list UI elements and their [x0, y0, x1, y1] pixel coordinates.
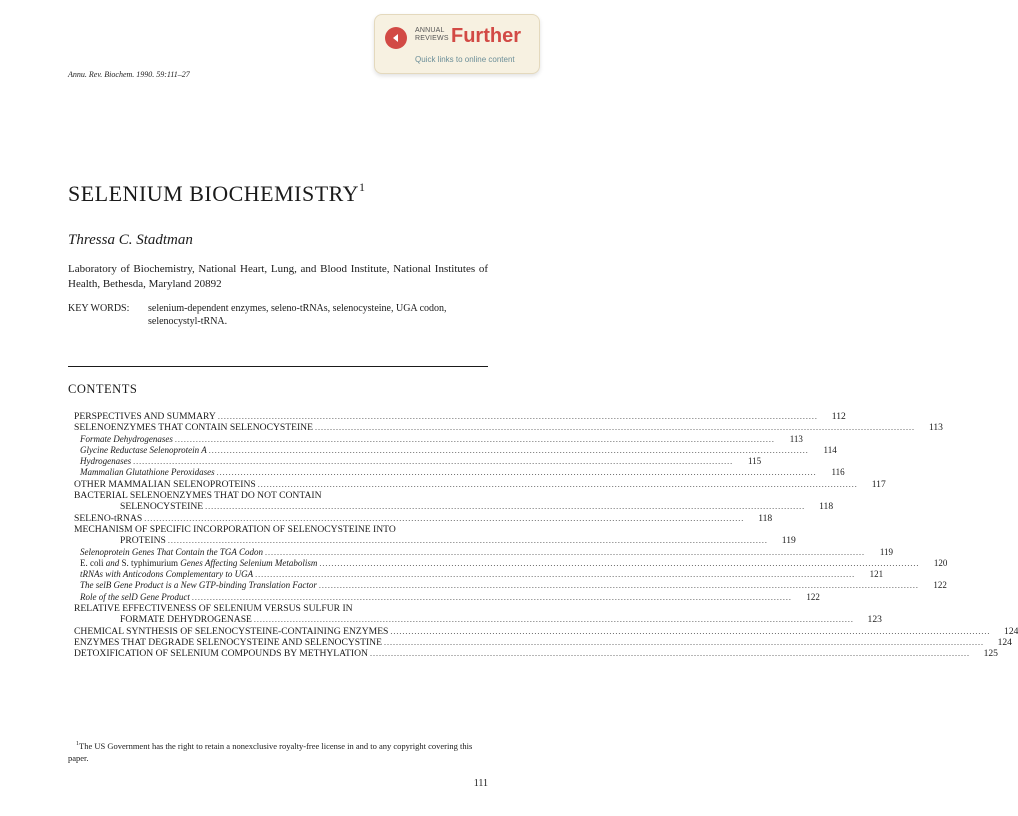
- toc-leader-dots: ........................................................................................................................................................................................................: [174, 434, 775, 444]
- toc-leader-dots: ........................................................................................................................................................................................................: [319, 558, 920, 568]
- toc-entry-conjunction: and: [103, 557, 122, 568]
- toc-leader-dots: ........................................................................................................................................................................................................: [255, 570, 856, 580]
- toc-entry-organism: S. typhimurium: [121, 557, 179, 568]
- toc-leader-dots: ........................................................................................................................................................................................................: [133, 457, 734, 467]
- toc-leader-dots: ........................................................................................................................................................................................................: [144, 513, 745, 523]
- toc-page-number: 113: [928, 422, 943, 434]
- toc-entry-label: PROTEINS: [120, 535, 166, 547]
- footnote-text: The US Government has the right to retain a nonexclusive royalty-free license in and to any copyright covering this paper.: [68, 740, 473, 763]
- toc-leader-dots: ........................................................................................................................................................................................................: [191, 592, 792, 602]
- toc-entry-label: Glycine Reductase Selenoprotein A: [80, 444, 207, 455]
- toc-entry-title: Genes Affecting Selenium Metabolism: [180, 557, 318, 568]
- title-footnote-mark[interactable]: 1: [359, 180, 366, 194]
- toc-page-number: 121: [869, 569, 884, 580]
- toc-page-number: 118: [819, 501, 834, 513]
- toc-entry-label: CHEMICAL SYNTHESIS OF SELENOCYSTEINE-CONTAINING ENZYMES: [74, 625, 389, 637]
- toc-page-number: 112: [831, 411, 846, 422]
- toc-leader-dots: ........................................................................................................................................................................................................: [390, 626, 991, 636]
- toc-entry-label: Formate Dehydrogenases: [80, 433, 173, 444]
- table-of-contents: [74, 411, 1018, 660]
- toc-entry-label: Hydrogenases: [80, 456, 132, 467]
- toc-page-number: 119: [879, 546, 893, 557]
- journal-citation: Annu. Rev. Biochem. 1990. 59:111–27: [68, 70, 190, 79]
- toc-entry[interactable]: [74, 422, 943, 434]
- toc-entry-label: The selB Gene Product is a New GTP-binding Translation Factor: [80, 580, 317, 591]
- author-name: Thressa C. Stadtman: [68, 232, 193, 248]
- toc-entry[interactable]: [74, 546, 893, 558]
- toc-entry-label: tRNAs with Anticodons Complementary to UGA: [80, 569, 254, 580]
- toc-entry-label: DETOXIFICATION OF SELENIUM COMPOUNDS BY METHYLATION: [74, 648, 368, 660]
- toc-entry-label: Mammalian Glutathione Peroxidases: [80, 467, 215, 478]
- section-divider: [68, 366, 488, 367]
- toc-leader-dots: ........................................................................................................................................................................................................: [253, 615, 854, 625]
- toc-entry[interactable]: [74, 648, 998, 660]
- toc-entry-label: SELENOCYSTEINE: [120, 501, 204, 513]
- toc-page-number: 116: [831, 467, 845, 478]
- toc-page-number: 115: [748, 456, 762, 467]
- toc-page-number: 124: [1004, 625, 1018, 637]
- toc-entry-label: SELENO-tRNAS: [74, 512, 143, 524]
- toc-leader-dots: ........................................................................................................................................................................................................: [314, 423, 915, 433]
- toc-leader-dots: ........................................................................................................................................................................................................: [265, 547, 865, 557]
- toc-entry[interactable]: [74, 433, 803, 445]
- toc-entry-label: PERSPECTIVES AND SUMMARY: [74, 411, 216, 422]
- further-button[interactable]: [385, 27, 407, 49]
- toc-entry[interactable]: [74, 478, 886, 490]
- toc-entry-label: FORMATE DEHYDROGENASE: [120, 614, 252, 626]
- toc-entry[interactable]: [74, 501, 834, 513]
- toc-leader-dots: ........................................................................................................................................................................................................: [216, 468, 817, 478]
- toc-entry[interactable]: [74, 580, 947, 591]
- toc-page-number: 122: [933, 580, 947, 591]
- paper-title-text: SELENIUM BIOCHEMISTRY: [68, 181, 360, 206]
- toc-page-number: 125: [983, 648, 998, 660]
- toc-entry[interactable]: [74, 411, 846, 422]
- play-left-icon: [391, 33, 401, 43]
- keywords: [68, 302, 488, 328]
- toc-entry[interactable]: [74, 591, 820, 603]
- toc-leader-dots: ........................................................................................................................................................................................................: [257, 479, 858, 489]
- toc-entry-organism: E. coli: [80, 557, 104, 568]
- toc-leader-dots: ........................................................................................................................................................................................................: [208, 445, 809, 455]
- toc-entry-label: [80, 558, 317, 569]
- annual-reviews-further-banner[interactable]: [374, 14, 540, 74]
- banner-reviews-text: REVIEWS: [415, 35, 449, 42]
- toc-entry[interactable]: [74, 467, 845, 478]
- toc-entry-heading: BACTERIAL SELENOENZYMES THAT DO NOT CONTAIN: [74, 490, 322, 502]
- toc-page-number: 114: [823, 444, 837, 455]
- toc-entry[interactable]: [74, 557, 948, 569]
- toc-page-number: 113: [789, 433, 803, 444]
- banner-further-text: Further: [451, 25, 521, 47]
- banner-subtitle[interactable]: Quick links to online content: [415, 55, 515, 64]
- banner-publisher: [415, 27, 449, 43]
- toc-leader-dots: ........................................................................................................................................................................................................: [205, 502, 806, 512]
- toc-page-number: 117: [871, 478, 886, 490]
- toc-page-number: 123: [867, 614, 882, 626]
- toc-leader-dots: ........................................................................................................................................................................................................: [369, 649, 970, 659]
- toc-page-number: 119: [781, 535, 796, 547]
- toc-entry-heading: MECHANISM OF SPECIFIC INCORPORATION OF SELENOCYSTEINE INTO: [74, 523, 396, 535]
- paper-title: [68, 180, 366, 207]
- toc-leader-dots: ........................................................................................................................................................................................................: [318, 581, 919, 591]
- toc-entry-label: SELENOENZYMES THAT CONTAIN SELENOCYSTEINE: [74, 422, 313, 434]
- toc-entry[interactable]: [74, 625, 1018, 637]
- toc-leader-dots: ........................................................................................................................................................................................................: [383, 637, 984, 647]
- keywords-text: selenium-dependent enzymes, seleno-tRNAs, selenocysteine, UGA codon, selenocystyl-tRNA.: [148, 303, 447, 327]
- toc-entry-label: Role of the selD Gene Product: [80, 591, 190, 602]
- toc-entry[interactable]: [74, 444, 837, 456]
- toc-entry[interactable]: [74, 512, 773, 524]
- toc-entry[interactable]: [74, 535, 796, 547]
- banner-annual-text: ANNUAL: [415, 27, 445, 34]
- toc-entry-heading: RELATIVE EFFECTIVENESS OF SELENIUM VERSUS SULFUR IN: [74, 603, 353, 615]
- page-number: 111: [473, 778, 488, 789]
- toc-leader-dots: ........................................................................................................................................................................................................: [167, 536, 768, 546]
- toc-entry[interactable]: [74, 614, 882, 626]
- toc-entry[interactable]: [74, 569, 884, 580]
- toc-entry-label: ENZYMES THAT DEGRADE SELENOCYSTEINE AND SELENOCYSTINE: [74, 636, 382, 648]
- toc-page-number: 122: [806, 591, 820, 602]
- toc-page-number: 120: [933, 557, 948, 568]
- toc-entry-label: OTHER MAMMALIAN SELENOPROTEINS: [74, 478, 256, 490]
- toc-entry[interactable]: [74, 636, 1012, 648]
- toc-entry-label: Selenoprotein Genes That Contain the TGA Codon: [80, 546, 263, 557]
- contents-heading: CONTENTS: [68, 382, 138, 396]
- author-affiliation: Laboratory of Biochemistry, National Heart, Lung, and Blood Institute, National Institutes of Health, Bethesda, Maryland 20892: [68, 263, 488, 290]
- keywords-label: KEY WORDS:: [68, 303, 130, 314]
- toc-entry[interactable]: [74, 456, 762, 467]
- footnote-mark: 1: [76, 741, 79, 747]
- footnote: [68, 738, 488, 764]
- toc-leader-dots: ........................................................................................................................................................................................................: [217, 412, 818, 421]
- toc-page-number: 118: [758, 512, 773, 524]
- toc-page-number: 124: [997, 636, 1012, 648]
